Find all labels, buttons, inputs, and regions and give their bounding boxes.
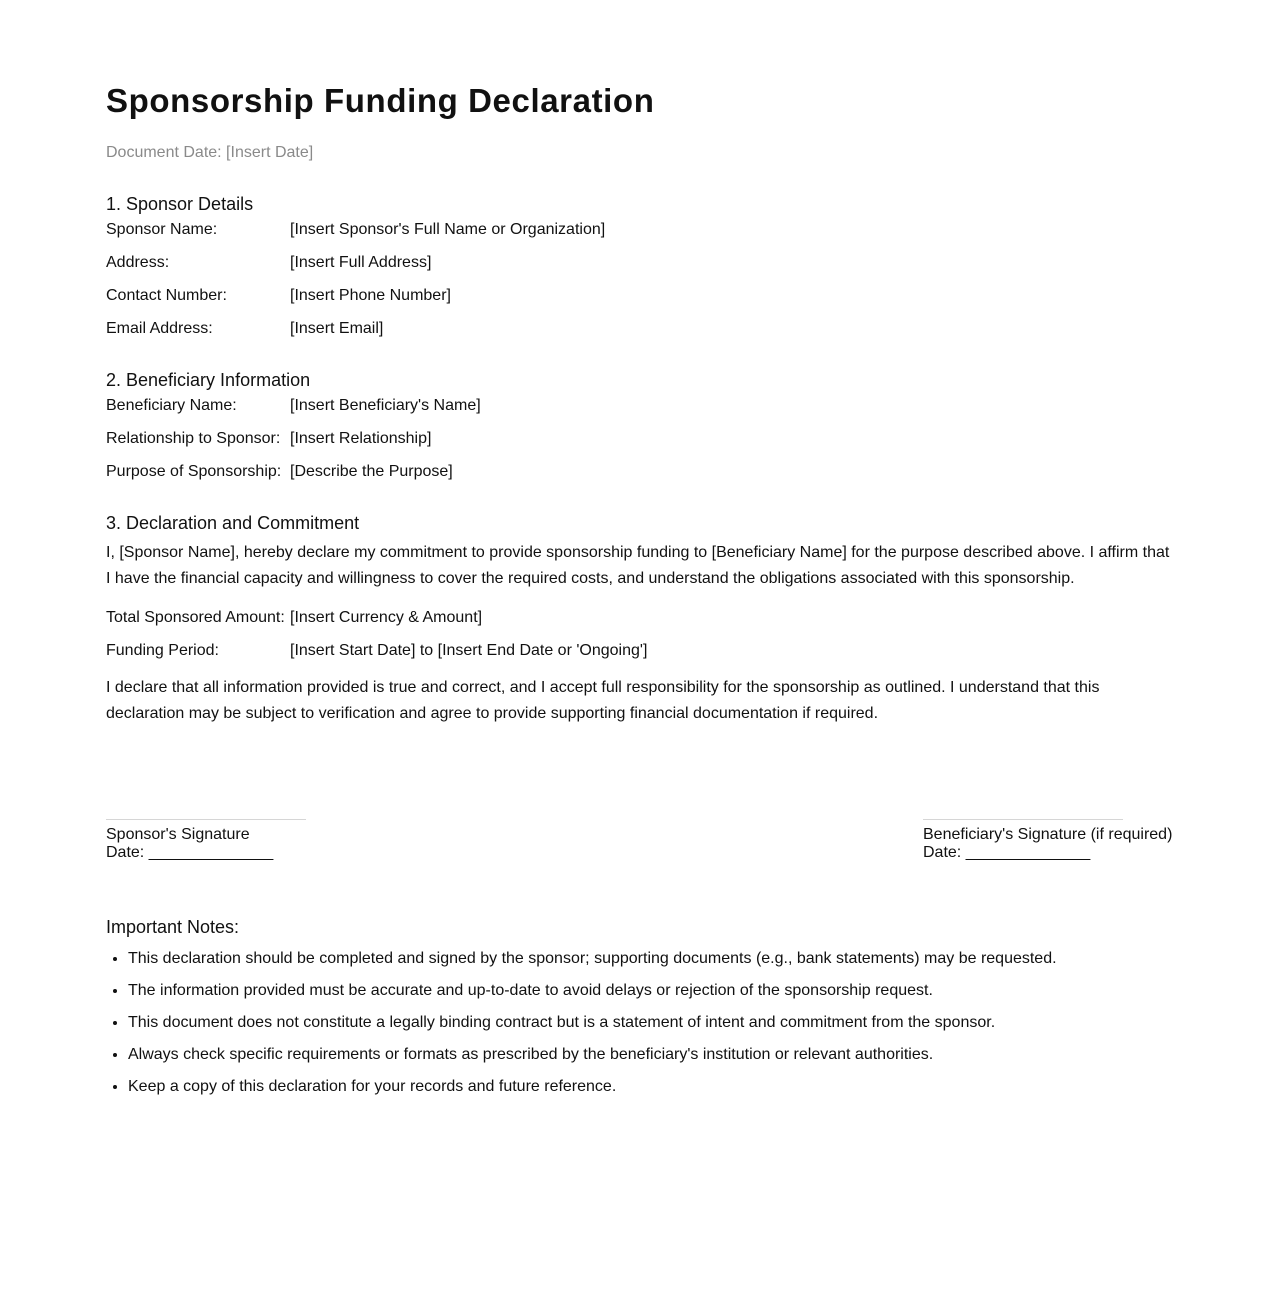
field-value: [Insert Email] xyxy=(290,320,384,337)
sponsor-signature-block xyxy=(106,819,306,862)
declaration-closing: I declare that all information provided is true and correct, and I accept full responsibility for the sponsorship as outlined. I understand that this declaration may be subject to verification and agree to provide supporting financial documentation if required. xyxy=(106,679,1100,722)
signature-line xyxy=(106,819,306,820)
declaration-statement: I, [Sponsor Name], hereby declare my commitment to provide sponsorship funding to [Beneficiary Name] for the purpose described above. I affirm that I have the financial capacity and willingness to cover the required costs, and understand the obligations associated with this sponsorship. xyxy=(106,544,1170,587)
field-label: Relationship to Sponsor: xyxy=(106,430,281,447)
section-heading-beneficiary-information: 2. Beneficiary Information xyxy=(106,370,311,390)
beneficiary-signature-date: Date: ______________ xyxy=(923,844,1091,861)
section-heading-sponsor-details: 1. Sponsor Details xyxy=(106,194,254,214)
beneficiary-signature-block xyxy=(923,819,1172,862)
field-value: [Insert Currency & Amount] xyxy=(290,609,483,626)
field-value: [Describe the Purpose] xyxy=(290,463,453,480)
list-item: • Always check specific requirements or formats as prescribed by the beneficiary's institution or relevant authorities. xyxy=(128,1045,1057,1077)
field-value: [Insert Sponsor's Full Name or Organization] xyxy=(290,221,606,238)
sponsor-signature-label: Sponsor's Signature xyxy=(106,826,250,843)
list-item: • This document does not constitute a legally binding contract but is a statement of intent and commitment from the sponsor. xyxy=(128,1013,1057,1045)
field-value: [Insert Phone Number] xyxy=(290,287,451,304)
list-item: • The information provided must be accurate and up-to-date to avoid delays or rejection of the sponsorship request. xyxy=(128,981,1057,1013)
field-value: [Insert Start Date] to [Insert End Date or 'Ongoing'] xyxy=(290,642,648,659)
field-label: Total Sponsored Amount: xyxy=(106,609,285,626)
list-item: • This declaration should be completed and signed by the sponsor; supporting documents (e.g., bank statements) may be requested. xyxy=(128,949,1057,981)
field-label: Purpose of Sponsorship: xyxy=(106,463,282,480)
field-label: Funding Period: xyxy=(106,642,219,659)
field-value: [Insert Relationship] xyxy=(290,430,432,447)
field-value: [Insert Full Address] xyxy=(290,254,432,271)
field-label: Beneficiary Name: xyxy=(106,397,237,414)
field-label: Sponsor Name: xyxy=(106,221,218,238)
field-value: [Insert Beneficiary's Name] xyxy=(290,397,481,414)
field-label: Email Address: xyxy=(106,320,213,337)
field-label: Address: xyxy=(106,254,170,271)
document-title: Sponsorship Funding Declaration xyxy=(106,82,655,119)
important-notes-list xyxy=(106,949,1057,1109)
list-item: • Keep a copy of this declaration for your records and future reference. xyxy=(128,1077,1057,1109)
beneficiary-signature-label: Beneficiary's Signature (if required) xyxy=(923,826,1173,843)
section-heading-declaration: 3. Declaration and Commitment xyxy=(106,513,360,533)
signature-line xyxy=(923,819,1123,820)
important-notes-heading: Important Notes: xyxy=(106,917,240,937)
document-date: Document Date: [Insert Date] xyxy=(106,144,314,161)
sponsor-signature-date: Date: ______________ xyxy=(106,844,274,861)
field-label: Contact Number: xyxy=(106,287,227,304)
